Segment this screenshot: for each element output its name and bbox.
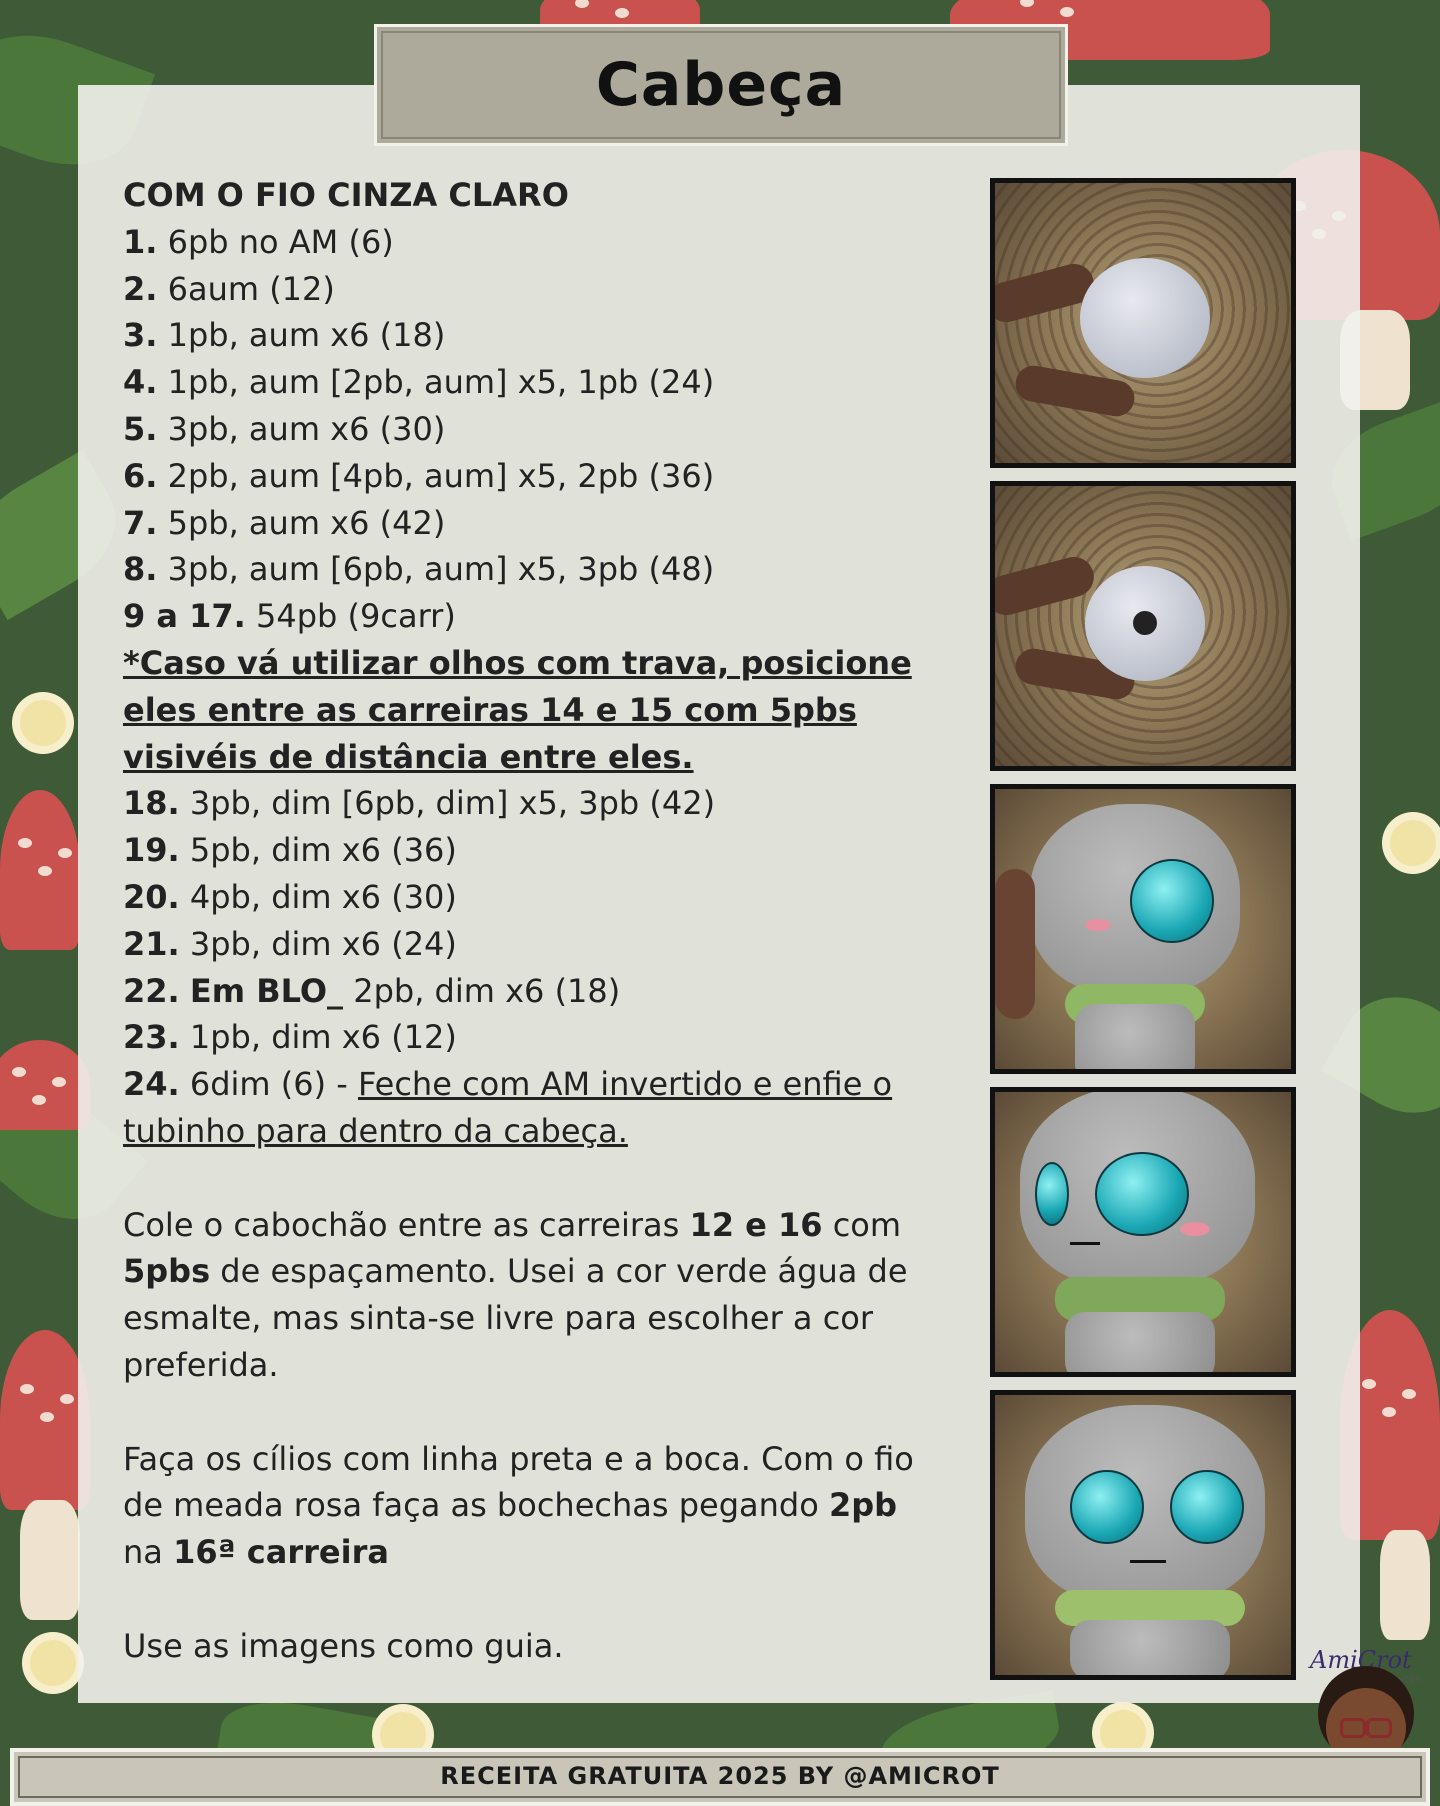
- pattern-instructions: [123, 172, 913, 1670]
- paragraph-line: esmalte, mas sinta-se livre para escolher a cor: [123, 1299, 874, 1338]
- section-heading: COM O FIO CINZA CLARO: [123, 176, 569, 214]
- round-row: 3. 1pb, aum x6 (18): [123, 316, 446, 355]
- photo-doll-side: [990, 784, 1296, 1074]
- logo-wordmark: AmiCrot: [1310, 1646, 1412, 1674]
- photo-doll-finished: [990, 1390, 1296, 1680]
- round-row: 18. 3pb, dim [6pb, dim] x5, 3pb (42): [123, 784, 716, 823]
- round-row: 4. 1pb, aum [2pb, aum] x5, 1pb (24): [123, 363, 715, 402]
- round-row: 1. 6pb no AM (6): [123, 222, 394, 261]
- round-row: 20. 4pb, dim x6 (30): [123, 877, 457, 916]
- safety-eye-note: eles entre as carreiras 14 e 15 com 5pbs: [123, 690, 857, 729]
- round-row: 21. 3pb, dim x6 (24): [123, 924, 457, 963]
- footer-credit: RECEITA GRATUITA 2025 BY @AMICROT: [440, 1762, 1000, 1790]
- paragraph-line: Cole o cabochão entre as carreiras 12 e 16 com: [123, 1205, 902, 1244]
- photo-head-opening: [990, 481, 1296, 771]
- safety-eye-note: *Caso vá utilizar olhos com trava, posicione: [123, 643, 912, 682]
- page-title: Cabeça: [595, 50, 847, 120]
- safety-eye-note: visivéis de distância entre eles.: [123, 737, 694, 776]
- round-row: 24. 6dim (6) - Feche com AM invertido e enfie o: [123, 1065, 893, 1104]
- paragraph-line: 5pbs de espaçamento. Usei a cor verde água de: [123, 1252, 908, 1291]
- round-row: 22. Em BLO_ 2pb, dim x6 (18): [123, 971, 621, 1010]
- paragraph-line: Use as imagens como guia.: [123, 1626, 564, 1665]
- round-row: 9 a 17. 54pb (9carr): [123, 597, 456, 636]
- round-row: 2. 6aum (12): [123, 269, 335, 308]
- photo-head-ball: [990, 178, 1296, 468]
- round-row-continued: tubinho para dentro da cabeça.: [123, 1111, 628, 1150]
- logo-subtitle: BY CORINA SANTOS: [1336, 1676, 1422, 1684]
- round-row: 5. 3pb, aum x6 (30): [123, 409, 446, 448]
- paragraph-line: na 16ª carreira: [123, 1533, 389, 1572]
- round-row: 19. 5pb, dim x6 (36): [123, 831, 457, 870]
- round-row: 23. 1pb, dim x6 (12): [123, 1018, 457, 1057]
- photo-doll-front: [990, 1087, 1296, 1377]
- paragraph-line: preferida.: [123, 1345, 279, 1384]
- round-row: 8. 3pb, aum [6pb, aum] x5, 3pb (48): [123, 550, 715, 589]
- footer-banner: [10, 1748, 1430, 1806]
- title-banner: [374, 24, 1068, 146]
- round-row: 7. 5pb, aum x6 (42): [123, 503, 446, 542]
- round-row: 6. 2pb, aum [4pb, aum] x5, 2pb (36): [123, 456, 715, 495]
- paragraph-line: de meada rosa faça as bochechas pegando 2pb: [123, 1486, 898, 1525]
- photo-strip: [990, 178, 1296, 1693]
- glasses-icon: [1340, 1718, 1366, 1738]
- paragraph-line: Faça os cílios com linha preta e a boca. Com o fio: [123, 1439, 914, 1478]
